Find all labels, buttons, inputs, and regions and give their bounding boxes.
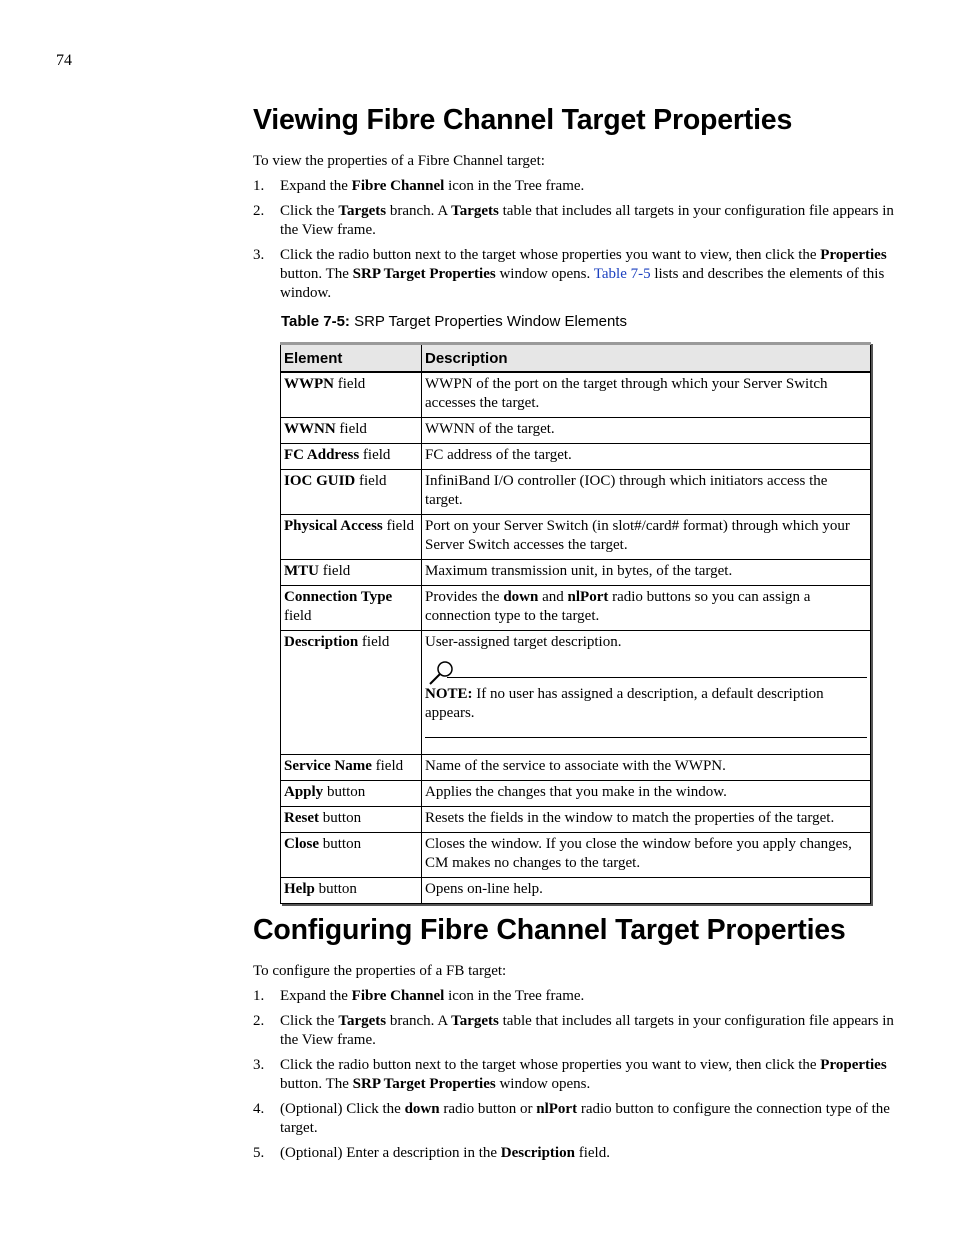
step-text: table that includes all targets in your configuration file appears in the View frame. xyxy=(280,1013,894,1048)
step-text: radio buttons so you can assign a connection type to the target. xyxy=(425,589,811,624)
bold-term: nlPort xyxy=(536,1101,578,1117)
element-kind: button xyxy=(319,836,362,852)
table-row xyxy=(281,470,871,515)
element-kind: button xyxy=(318,810,362,826)
element-cell xyxy=(281,372,422,418)
element-cell xyxy=(281,586,422,631)
element-name: Reset xyxy=(284,810,319,826)
bold-term: SRP Target Properties xyxy=(352,266,496,282)
bold-term: SRP Target Properties xyxy=(352,1076,496,1092)
note-rule xyxy=(447,677,867,678)
element-name: Close xyxy=(284,836,319,852)
table-row xyxy=(281,833,871,878)
description-cell xyxy=(422,470,871,515)
description-cell xyxy=(422,372,871,418)
bold-term: Properties xyxy=(820,1057,887,1073)
steps-viewing xyxy=(253,177,898,309)
element-name: Apply xyxy=(284,784,324,800)
description-cell xyxy=(422,755,871,781)
description-text: User-assigned target description. xyxy=(425,634,622,650)
bold-term: Properties xyxy=(820,247,887,263)
list-item xyxy=(253,1144,898,1163)
table-body xyxy=(281,372,871,904)
bold-term: Targets xyxy=(338,1013,387,1029)
element-cell xyxy=(281,807,422,833)
note-text xyxy=(425,685,867,723)
bold-term: Fibre Channel xyxy=(351,988,445,1004)
element-kind: field xyxy=(358,634,390,650)
list-item xyxy=(253,246,898,303)
table-row xyxy=(281,515,871,560)
step-number: 3. xyxy=(253,247,265,263)
table-row xyxy=(281,372,871,418)
description-cell xyxy=(422,807,871,833)
section-intro-viewing: To view the properties of a Fibre Channel target: xyxy=(253,153,545,169)
table-row xyxy=(281,418,871,444)
table-row xyxy=(281,631,871,755)
magnifier-icon xyxy=(425,660,455,686)
description-cell xyxy=(422,444,871,470)
description-text: Opens on-line help. xyxy=(425,881,543,897)
step-text: Click the radio button next to the target whose properties you want to view, then click the xyxy=(280,1057,821,1073)
description-text: Name of the service to associate with the WWPN. xyxy=(425,758,726,774)
description-text: Closes the window. If you close the window before you apply changes, CM makes no changes to the target. xyxy=(425,836,852,871)
element-cell xyxy=(281,515,422,560)
step-text: window opens. xyxy=(495,1076,591,1092)
section-title-configuring: Configuring Fibre Channel Target Properties xyxy=(253,914,846,946)
note-body: If no user has assigned a description, a default description appears. xyxy=(425,686,824,721)
step-text: lists and describes the elements of this window. xyxy=(280,266,885,301)
element-cell xyxy=(281,833,422,878)
step-number: 4. xyxy=(253,1101,265,1117)
element-cell xyxy=(281,444,422,470)
element-name: FC Address xyxy=(284,447,360,463)
description-text: Maximum transmission unit, in bytes, of the target. xyxy=(425,563,733,579)
step-text: icon in the Tree frame. xyxy=(444,988,585,1004)
element-kind: field xyxy=(359,447,391,463)
description-cell xyxy=(422,560,871,586)
element-kind: button xyxy=(323,784,366,800)
step-text: (Optional) Click the xyxy=(280,1101,405,1117)
description-text: InfiniBand I/O controller (IOC) through which initiators access the target. xyxy=(425,473,828,508)
note-label: NOTE: xyxy=(425,686,473,702)
page-number: 74 xyxy=(56,52,72,69)
element-kind: field xyxy=(319,563,351,579)
step-text: button. The xyxy=(280,1076,353,1092)
step-text: Click the xyxy=(280,1013,339,1029)
description-cell xyxy=(422,418,871,444)
header-description: Description xyxy=(422,344,871,373)
step-text: button. The xyxy=(280,266,353,282)
element-kind: field xyxy=(335,421,367,437)
step-text: Provides the xyxy=(425,589,504,605)
element-name: WWNN xyxy=(284,421,336,437)
description-text: Resets the fields in the window to match the properties of the target. xyxy=(425,810,835,826)
note-rule-bottom xyxy=(425,737,867,738)
properties-table xyxy=(280,342,871,904)
element-cell xyxy=(281,470,422,515)
description-cell xyxy=(422,631,871,755)
step-text: and xyxy=(538,589,568,605)
step-text: icon in the Tree frame. xyxy=(444,178,585,194)
step-number: 5. xyxy=(253,1145,265,1161)
step-text: (Optional) Enter a description in the xyxy=(280,1145,501,1161)
list-item xyxy=(253,1056,898,1094)
step-text: Click the xyxy=(280,203,339,219)
element-cell xyxy=(281,560,422,586)
element-cell xyxy=(281,755,422,781)
description-text: FC address of the target. xyxy=(425,447,572,463)
element-kind: field xyxy=(371,758,404,774)
note-header xyxy=(425,660,867,688)
list-item xyxy=(253,202,898,240)
bold-term: Description xyxy=(500,1145,575,1161)
step-text: Expand the xyxy=(280,988,352,1004)
element-cell xyxy=(281,418,422,444)
list-item xyxy=(253,1012,898,1050)
table-row xyxy=(281,444,871,470)
section-title-viewing: Viewing Fibre Channel Target Properties xyxy=(253,104,793,136)
table-header-row xyxy=(281,344,871,373)
bold-term: down xyxy=(503,589,539,605)
step-number: 2. xyxy=(253,1013,265,1029)
description-cell xyxy=(422,515,871,560)
step-text: Click the radio button next to the target whose properties you want to view, then click the xyxy=(280,247,821,263)
header-element: Element xyxy=(281,344,422,373)
element-name: Description xyxy=(284,634,359,650)
step-text: Expand the xyxy=(280,178,352,194)
description-text: Applies the changes that you make in the window. xyxy=(425,784,727,800)
step-number: 2. xyxy=(253,203,265,219)
element-name: Physical Access xyxy=(284,518,383,534)
description-text: WWNN of the target. xyxy=(425,421,555,437)
step-text: branch. A xyxy=(386,1013,452,1029)
bold-term: Targets xyxy=(338,203,387,219)
description-cell xyxy=(422,781,871,807)
element-name: Service Name xyxy=(284,758,372,774)
element-kind: field xyxy=(284,608,312,624)
step-text: branch. A xyxy=(386,203,452,219)
element-kind: field xyxy=(382,518,414,534)
table-row xyxy=(281,878,871,904)
table-caption xyxy=(281,313,627,330)
bold-term: Targets xyxy=(451,1013,499,1029)
element-cell xyxy=(281,878,422,904)
description-text: Port on your Server Switch (in slot#/card# format) through which your Server Switch accesses the target. xyxy=(425,518,850,553)
bold-term: down xyxy=(404,1101,440,1117)
section-intro-configuring: To configure the properties of a FB target: xyxy=(253,963,507,979)
description-cell xyxy=(422,878,871,904)
element-name: Help xyxy=(284,881,315,897)
steps-configuring xyxy=(253,987,898,1169)
element-name: IOC GUID xyxy=(284,473,356,489)
table-row xyxy=(281,586,871,631)
element-name: WWPN xyxy=(284,376,334,392)
table-crossref-link[interactable]: Table 7-5 xyxy=(593,266,651,282)
step-text: radio button or xyxy=(439,1101,537,1117)
element-name: MTU xyxy=(284,563,319,579)
description-cell xyxy=(422,586,871,631)
step-text: window opens. xyxy=(495,266,594,282)
bold-term: Targets xyxy=(451,203,499,219)
step-number: 3. xyxy=(253,1057,265,1073)
step-text: table that includes all targets in your configuration file appears in the View frame. xyxy=(280,203,894,238)
list-item xyxy=(253,177,898,196)
description-cell xyxy=(422,833,871,878)
step-text: radio button to configure the connection type of the target. xyxy=(280,1101,890,1136)
bold-term: nlPort xyxy=(567,589,609,605)
step-number: 1. xyxy=(253,178,265,194)
element-kind: field xyxy=(334,376,366,392)
list-item xyxy=(253,987,898,1006)
description-text: WWPN of the port on the target through which your Server Switch accesses the target. xyxy=(425,376,828,411)
table-row xyxy=(281,781,871,807)
element-name: Connection Type xyxy=(284,589,393,605)
step-text: field. xyxy=(574,1145,610,1161)
table-row xyxy=(281,560,871,586)
table-row xyxy=(281,807,871,833)
table-row xyxy=(281,755,871,781)
step-number: 1. xyxy=(253,988,265,1004)
table-caption-label: Table 7-5: xyxy=(281,313,350,330)
element-cell xyxy=(281,631,422,755)
table-caption-text: SRP Target Properties Window Elements xyxy=(349,313,627,330)
element-kind: button xyxy=(314,881,357,897)
list-item xyxy=(253,1100,898,1138)
bold-term: Fibre Channel xyxy=(351,178,445,194)
element-kind: field xyxy=(355,473,387,489)
element-cell xyxy=(281,781,422,807)
